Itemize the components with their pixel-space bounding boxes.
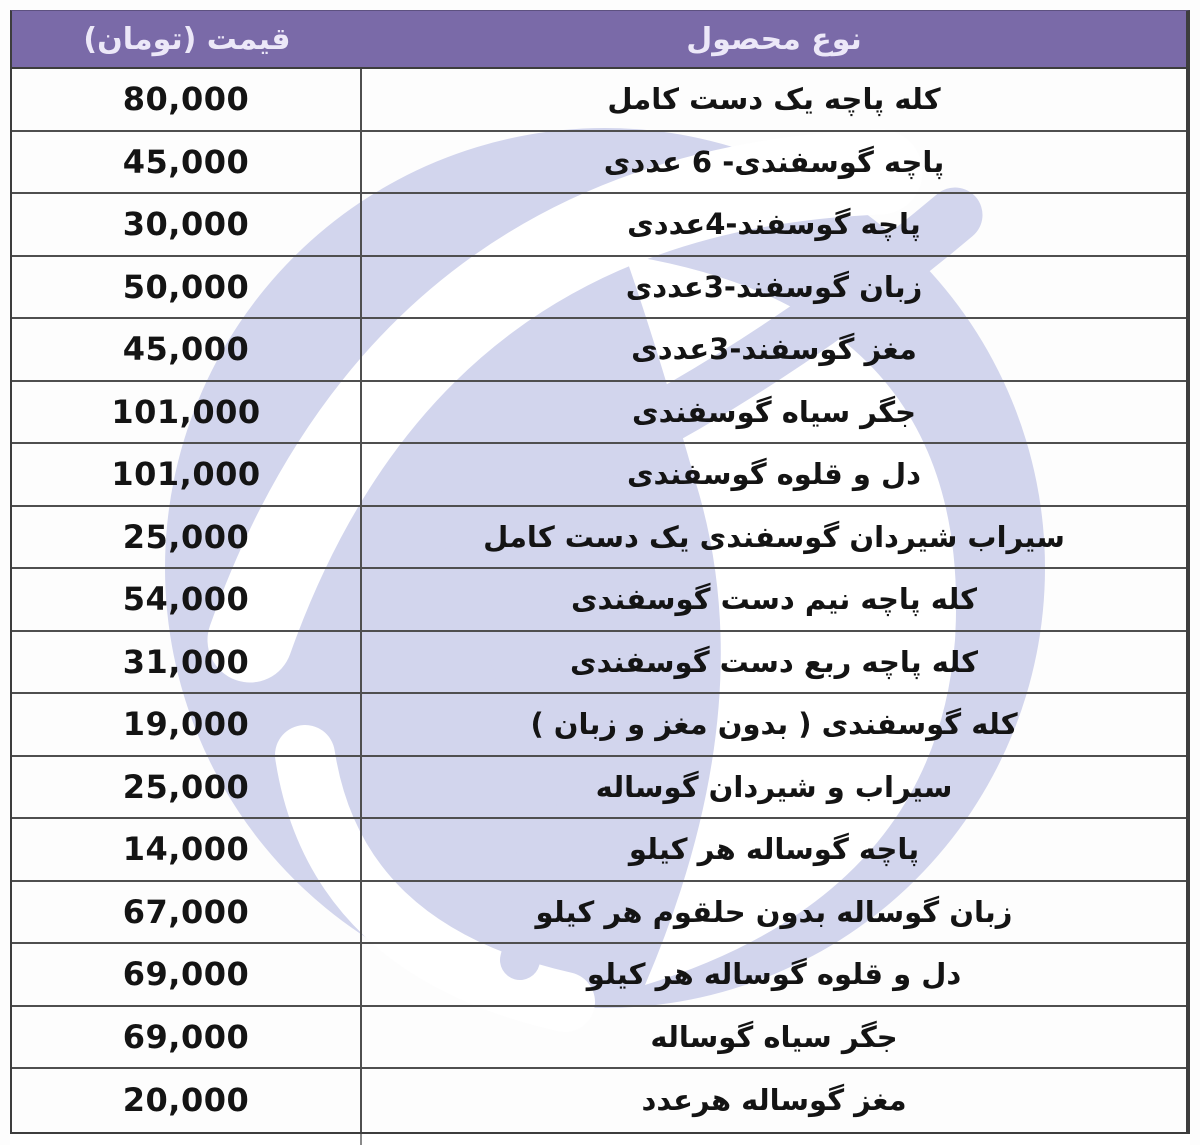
price-cell: 50,000 <box>12 257 362 318</box>
product-cell: پاچه گوساله هر کیلو <box>628 832 920 867</box>
table-row <box>12 819 1186 882</box>
product-cell: کله پاچه یک دست کامل <box>607 82 941 117</box>
table-row <box>12 69 1186 132</box>
table-row <box>12 944 1186 1007</box>
price-column-header: قیمت (تومان) <box>83 21 291 57</box>
table-row <box>12 694 1186 757</box>
product-cell: مغز گوساله هرعدد <box>641 1083 907 1118</box>
product-cell: پاچه گوسفند-4عددی <box>627 207 921 242</box>
price-cell: 14,000 <box>12 819 362 880</box>
table-row <box>12 569 1186 632</box>
table-header-row <box>12 11 1186 69</box>
table-bottom-sliver <box>10 1134 1190 1145</box>
product-cell: کله گوسفندی ( بدون مغز و زبان ) <box>530 707 1018 742</box>
table-row <box>12 319 1186 382</box>
product-cell: کله پاچه نیم دست گوسفندی <box>570 582 978 617</box>
price-cell: 54,000 <box>12 569 362 630</box>
price-cell: 31,000 <box>12 632 362 693</box>
price-cell: 101,000 <box>12 382 362 443</box>
product-cell: زبان گوساله بدون حلقوم هر کیلو <box>535 894 1013 929</box>
price-cell: 67,000 <box>12 882 362 943</box>
price-cell: 19,000 <box>12 694 362 755</box>
table-row <box>12 632 1186 695</box>
product-cell: زبان گوسفند-3عددی <box>625 269 923 304</box>
product-cell: جگر سیاه گوسفندی <box>632 394 916 429</box>
table-row <box>12 1007 1186 1070</box>
product-cell: دل و قلوه گوساله هر کیلو <box>586 957 962 992</box>
column-divider-line <box>360 1134 362 1145</box>
product-cell: دل و قلوه گوسفندی <box>626 457 922 492</box>
product-cell: سیراب و شیردان گوساله <box>595 769 953 804</box>
price-cell: 69,000 <box>12 944 362 1005</box>
product-cell: کله پاچه ربع دست گوسفندی <box>569 644 979 679</box>
price-cell: 25,000 <box>12 507 362 568</box>
product-cell: پاچه گوسفندی- 6 عددی <box>603 144 945 179</box>
table-row <box>12 194 1186 257</box>
price-cell: 20,000 <box>12 1069 362 1132</box>
product-cell: مغز گوسفند-3عددی <box>631 332 917 367</box>
price-cell: 45,000 <box>12 319 362 380</box>
table-row <box>12 132 1186 195</box>
table-row <box>12 1069 1186 1132</box>
table-row <box>12 507 1186 570</box>
price-cell: 101,000 <box>12 444 362 505</box>
price-cell: 25,000 <box>12 757 362 818</box>
price-table <box>10 10 1190 1135</box>
price-cell: 45,000 <box>12 132 362 193</box>
table-row <box>12 382 1186 445</box>
product-column-header: نوع محصول <box>686 21 862 57</box>
product-cell: سیراب شیردان گوسفندی یک دست کامل <box>483 519 1065 554</box>
price-cell: 69,000 <box>12 1007 362 1068</box>
price-cell: 80,000 <box>12 69 362 130</box>
table-body <box>12 69 1186 1132</box>
table-row <box>12 882 1186 945</box>
table-row <box>12 757 1186 820</box>
price-cell: 30,000 <box>12 194 362 255</box>
table-row <box>12 444 1186 507</box>
table-row <box>12 257 1186 320</box>
product-cell: جگر سیاه گوساله <box>650 1019 898 1054</box>
